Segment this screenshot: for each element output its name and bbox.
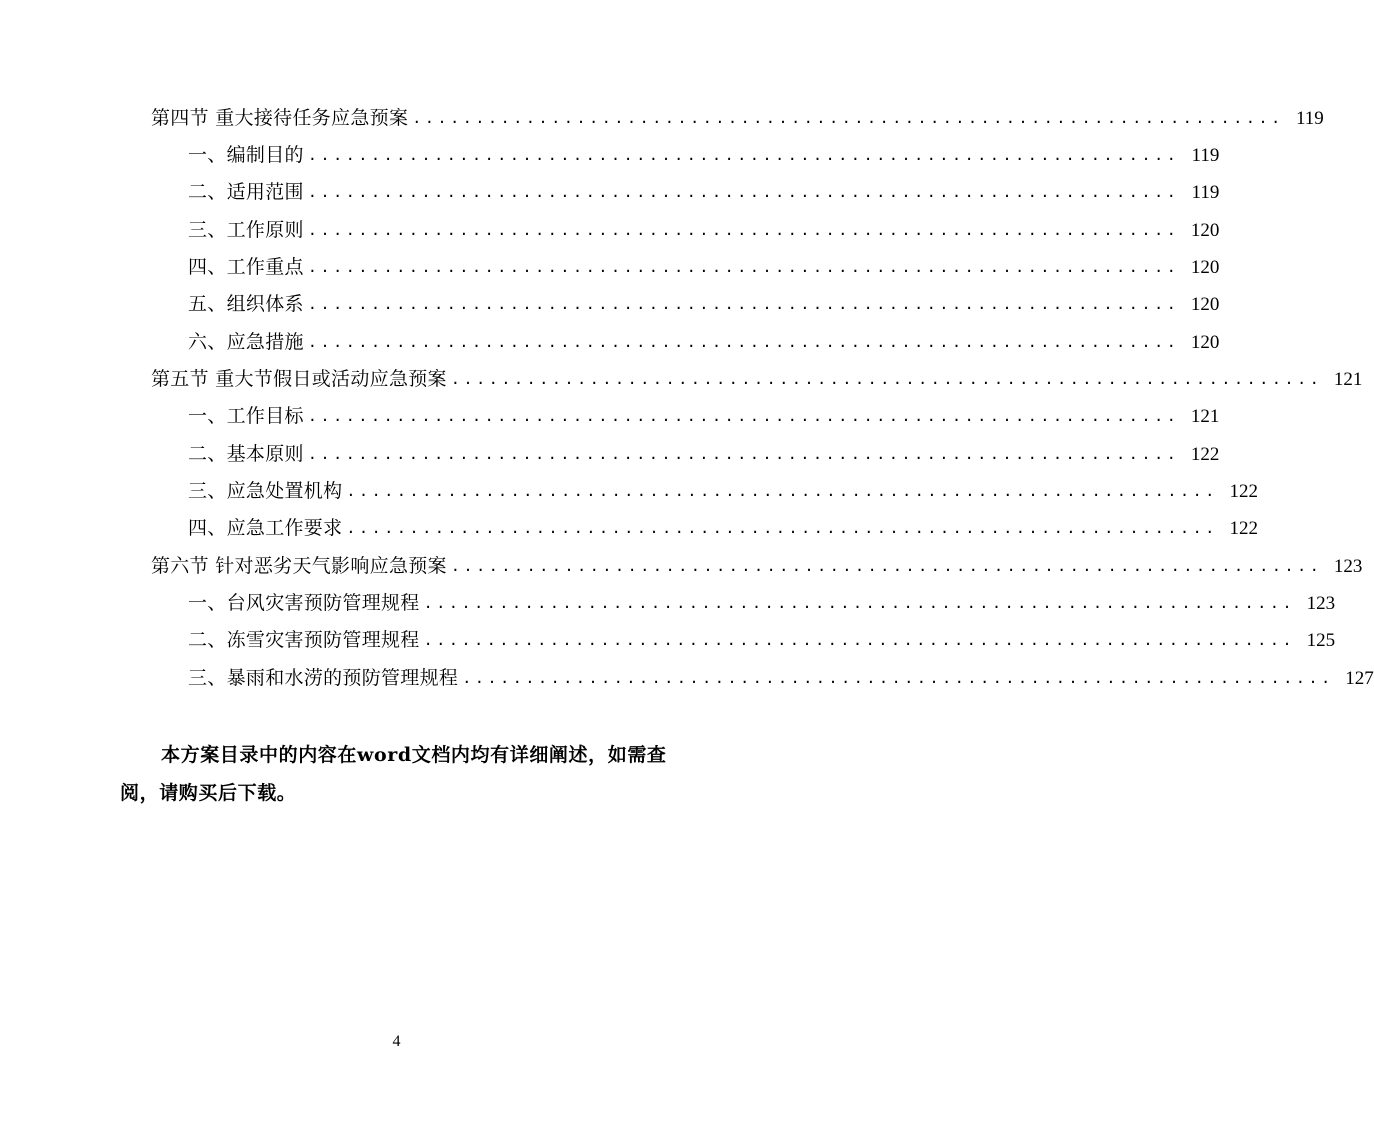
toc-entry-title: 第六节 针对恶劣天气影响应急预案 <box>151 555 447 577</box>
toc-dot-leader: ..................................................................... <box>307 221 1180 239</box>
toc-entry-page: 122 <box>1229 518 1258 539</box>
toc-entry[interactable] <box>188 585 1336 622</box>
toc-entry-page: 120 <box>1190 257 1220 278</box>
toc-dot-leader: ..................................................................... <box>307 295 1180 313</box>
purchase-notice: 本方案目录中的内容在word文档内均有详细阐述，如需查阅，请购买后下载。 <box>120 744 667 804</box>
toc-dot-leader: ..................................................................... <box>307 146 1180 164</box>
toc-dot-leader: ..................................................................... <box>307 258 1180 276</box>
toc-entry-page: 123 <box>1333 556 1363 577</box>
toc-entry-title: 第五节 重大节假日或活动应急预案 <box>151 368 447 390</box>
toc-entry[interactable] <box>188 324 1220 361</box>
toc-entry-page: 125 <box>1306 630 1336 651</box>
toc-dot-leader: ..................................................................... <box>346 482 1218 500</box>
toc-dot-leader: ..................................................................... <box>423 594 1296 612</box>
toc-entry-page: 121 <box>1333 369 1363 390</box>
toc-entry-page: 122 <box>1229 481 1258 502</box>
toc-dot-leader: ..................................................................... <box>423 631 1296 649</box>
toc-entry[interactable] <box>188 212 1220 249</box>
toc-dot-leader: ..................................................................... <box>307 407 1180 425</box>
toc-entry-page: 119 <box>1295 108 1324 129</box>
toc-entry-title: 三、暴雨和水涝的预防管理规程 <box>188 667 459 689</box>
toc-entry[interactable] <box>188 622 1336 659</box>
toc-dot-leader: ..................................................................... <box>462 669 1334 687</box>
toc-entry[interactable] <box>188 436 1220 473</box>
toc-entry[interactable] <box>151 548 1363 585</box>
toc-entry-title: 一、台风灾害预防管理规程 <box>188 592 420 614</box>
toc-entry-page: 120 <box>1190 294 1220 315</box>
toc-entry-title: 二、冻雪灾害预防管理规程 <box>188 629 420 651</box>
toc-dot-leader: ..................................................................... <box>307 333 1180 351</box>
toc-entry[interactable] <box>188 510 1258 547</box>
toc-entry[interactable] <box>188 660 1374 697</box>
toc-entry[interactable] <box>188 249 1220 286</box>
toc-entry-title: 六、应急措施 <box>188 331 304 353</box>
toc-entry-title: 二、适用范围 <box>188 181 304 203</box>
toc-dot-leader: ..................................................................... <box>450 370 1323 388</box>
toc-entry-page: 119 <box>1191 145 1220 166</box>
toc-dot-leader: ..................................................................... <box>307 183 1180 201</box>
toc-dot-leader: ..................................................................... <box>346 519 1218 537</box>
toc-entry-page: 127 <box>1345 668 1374 689</box>
toc-entry[interactable] <box>188 137 1220 174</box>
toc-entry-page: 120 <box>1190 220 1220 241</box>
toc-entry-page: 120 <box>1190 332 1220 353</box>
toc-entry-page: 122 <box>1190 444 1220 465</box>
toc-entry-title: 三、应急处置机构 <box>188 480 343 502</box>
toc-entry-title: 一、编制目的 <box>188 144 304 166</box>
toc-entry-title: 第四节 重大接待任务应急预案 <box>151 107 409 129</box>
toc-entry-title: 二、基本原则 <box>188 443 304 465</box>
page-number: 4 <box>392 1033 401 1050</box>
toc-entry-title: 五、组织体系 <box>188 293 304 315</box>
toc-entry[interactable] <box>151 361 1363 398</box>
toc-entry[interactable] <box>188 473 1258 510</box>
toc-entry[interactable] <box>188 398 1220 435</box>
toc-dot-leader: ..................................................................... <box>412 109 1284 127</box>
toc-dot-leader: ..................................................................... <box>450 557 1323 575</box>
toc-dot-leader: ..................................................................... <box>307 445 1180 463</box>
toc-entry[interactable] <box>151 100 1324 137</box>
toc-entry-page: 119 <box>1191 182 1220 203</box>
toc-entry-title: 四、应急工作要求 <box>188 517 343 539</box>
toc-entry-title: 三、工作原则 <box>188 219 304 241</box>
toc-entry[interactable] <box>188 174 1220 211</box>
toc-entry-title: 一、工作目标 <box>188 405 304 427</box>
toc-entry-page: 121 <box>1190 406 1220 427</box>
toc-entry[interactable] <box>188 286 1220 323</box>
toc-entry-page: 123 <box>1306 593 1336 614</box>
toc-entry-title: 四、工作重点 <box>188 256 304 278</box>
